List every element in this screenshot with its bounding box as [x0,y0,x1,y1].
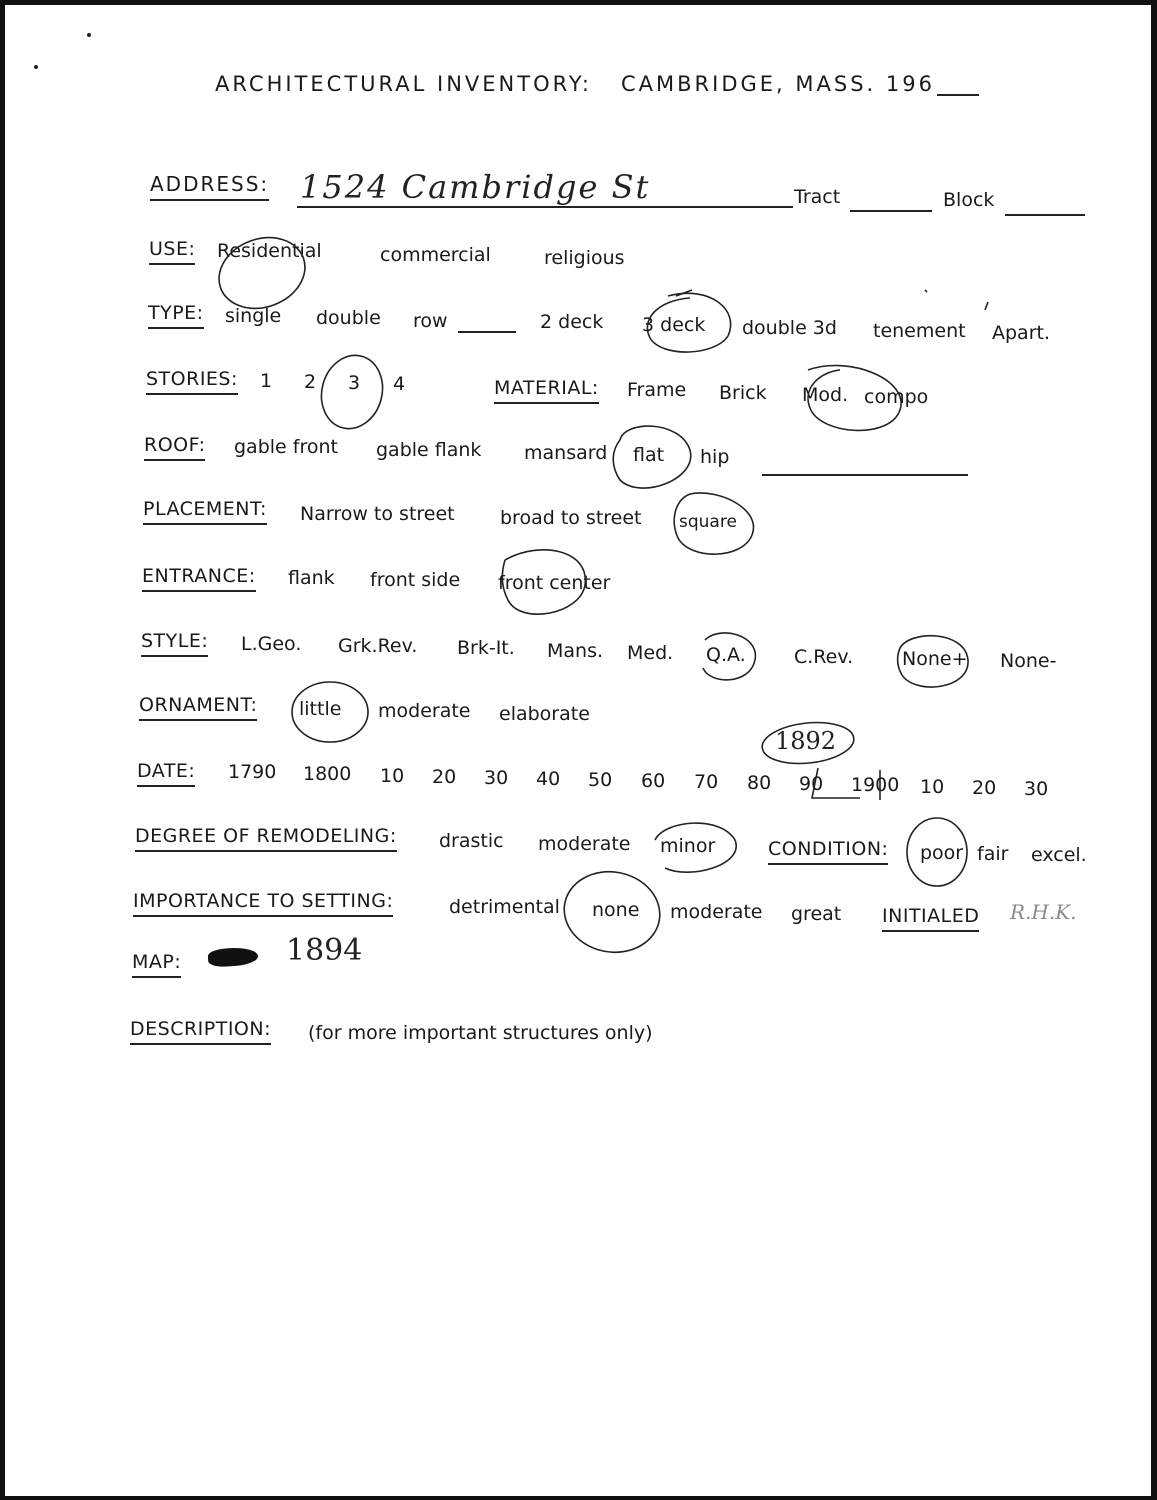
placement-broad: broad to street [500,507,642,529]
style-lgeo: L.Geo. [241,633,302,655]
stories-1: 1 [260,370,273,392]
description-label: DESCRIPTION: [130,1018,271,1045]
remodeling-minor: minor [660,835,716,857]
year-blank [937,76,979,96]
date-50: 50 [588,769,613,791]
type-double3d: double 3d [742,317,837,339]
style-med: Med. [627,642,674,664]
stories-3: 3 [348,372,361,394]
mark-flaw [676,290,988,310]
date-80: 80 [747,772,772,794]
entrance-front-center: front center [498,572,611,594]
address-label: ADDRESS: [150,172,269,201]
roof-hip: hip [700,446,730,468]
scan-edge-bottom [0,1496,1157,1500]
address-line [297,206,793,208]
use-religious: religious [544,247,625,269]
ornament-label: ORNAMENT: [139,694,257,721]
date-handwritten: 1892 [775,727,837,755]
description-note: (for more important structures only) [308,1022,653,1044]
date-70: 70 [694,771,719,793]
material-label: MATERIAL: [494,377,599,404]
date-1790: 1790 [228,761,277,783]
condition-excel: excel. [1031,844,1087,866]
style-grkrev: Grk.Rev. [338,635,418,657]
condition-label: CONDITION: [768,838,888,865]
tract-label: Tract [794,186,841,208]
row-blank [458,331,516,333]
condition-poor: poor [920,842,964,864]
block-line [1005,214,1085,216]
use-label: USE: [149,238,195,265]
date-1920: 20 [972,777,997,799]
scan-edge-right [1151,0,1157,1500]
date-30: 30 [484,767,509,789]
importance-label: IMPORTANCE TO SETTING: [133,890,393,917]
placement-narrow: Narrow to street [300,503,455,525]
roof-label: ROOF: [144,434,205,461]
initialed-value: R.H.K. [1010,900,1077,924]
placement-square: square [679,512,737,532]
roof-mansard: mansard [524,442,608,464]
block-label: Block [943,189,995,211]
material-brick: Brick [719,382,767,404]
type-double: double [316,307,381,329]
material-compo: compo [864,386,929,408]
ornament-elaborate: elaborate [499,703,590,725]
scan-edge-left [0,0,5,1500]
placement-label: PLACEMENT: [143,498,267,525]
map-label: MAP: [132,951,181,978]
title-year: 196 [885,72,936,96]
date-20: 20 [432,766,457,788]
stories-2: 2 [304,371,317,393]
importance-none: none [592,899,640,921]
entrance-label: ENTRANCE: [142,565,256,592]
date-1800: 1800 [303,763,352,785]
tract-line [850,210,932,212]
use-residential: Residential [217,240,322,262]
style-qa: Q.A. [706,644,746,666]
map-value: 1894 [286,933,363,968]
title-main: ARCHITECTURAL INVENTORY: [215,72,592,96]
date-label: DATE: [137,760,195,787]
date-40: 40 [536,768,561,790]
date-90: 90 [799,773,824,795]
ornament-little: little [299,698,342,720]
redaction-blot [207,946,258,967]
type-single: single [225,305,282,327]
date-1900: 1900 [851,774,900,796]
stories-label: STORIES: [146,368,238,395]
speck [34,65,38,69]
remodeling-moderate: moderate [538,833,631,855]
style-none-minus: None- [1000,650,1057,672]
type-2deck: 2 deck [540,311,604,333]
date-1930: 30 [1024,778,1049,800]
importance-moderate: moderate [670,901,763,923]
roof-flat: flat [633,444,665,466]
importance-great: great [791,903,842,925]
date-1910: 10 [920,776,945,798]
style-mans: Mans. [547,640,604,662]
style-brkit: Brk-It. [457,637,515,659]
style-crev: C.Rev. [794,646,854,668]
material-mod: Mod. [802,384,849,406]
importance-detrimental: detrimental [449,896,560,918]
type-row: row [413,310,448,332]
material-frame: Frame [627,379,687,401]
date-10: 10 [380,765,405,787]
title-place: CAMBRIDGE, MASS. [621,72,877,96]
type-apart: Apart. [992,322,1051,344]
remodeling-drastic: drastic [439,830,504,852]
use-commercial: commercial [380,244,491,266]
entrance-flank: flank [288,567,335,589]
form-title [215,72,979,96]
remodeling-label: DEGREE OF REMODELING: [135,825,397,852]
stories-4: 4 [393,373,406,395]
type-tenement: tenement [873,320,966,342]
roof-gable-flank: gable flank [376,439,482,461]
condition-fair: fair [977,843,1009,865]
type-label: TYPE: [148,302,204,329]
date-60: 60 [641,770,666,792]
style-label: STYLE: [141,630,208,657]
roof-blank [762,474,968,476]
entrance-front-side: front side [370,569,461,591]
ornament-moderate: moderate [378,700,471,722]
scan-edge-top [0,0,1157,5]
type-3deck: 3 deck [642,314,706,336]
roof-gable-front: gable front [234,436,338,458]
speck [87,33,91,37]
address-value: 1524 Cambridge St [300,168,651,206]
style-none-plus: None+ [902,648,968,670]
initialed-label: INITIALED [882,905,979,932]
